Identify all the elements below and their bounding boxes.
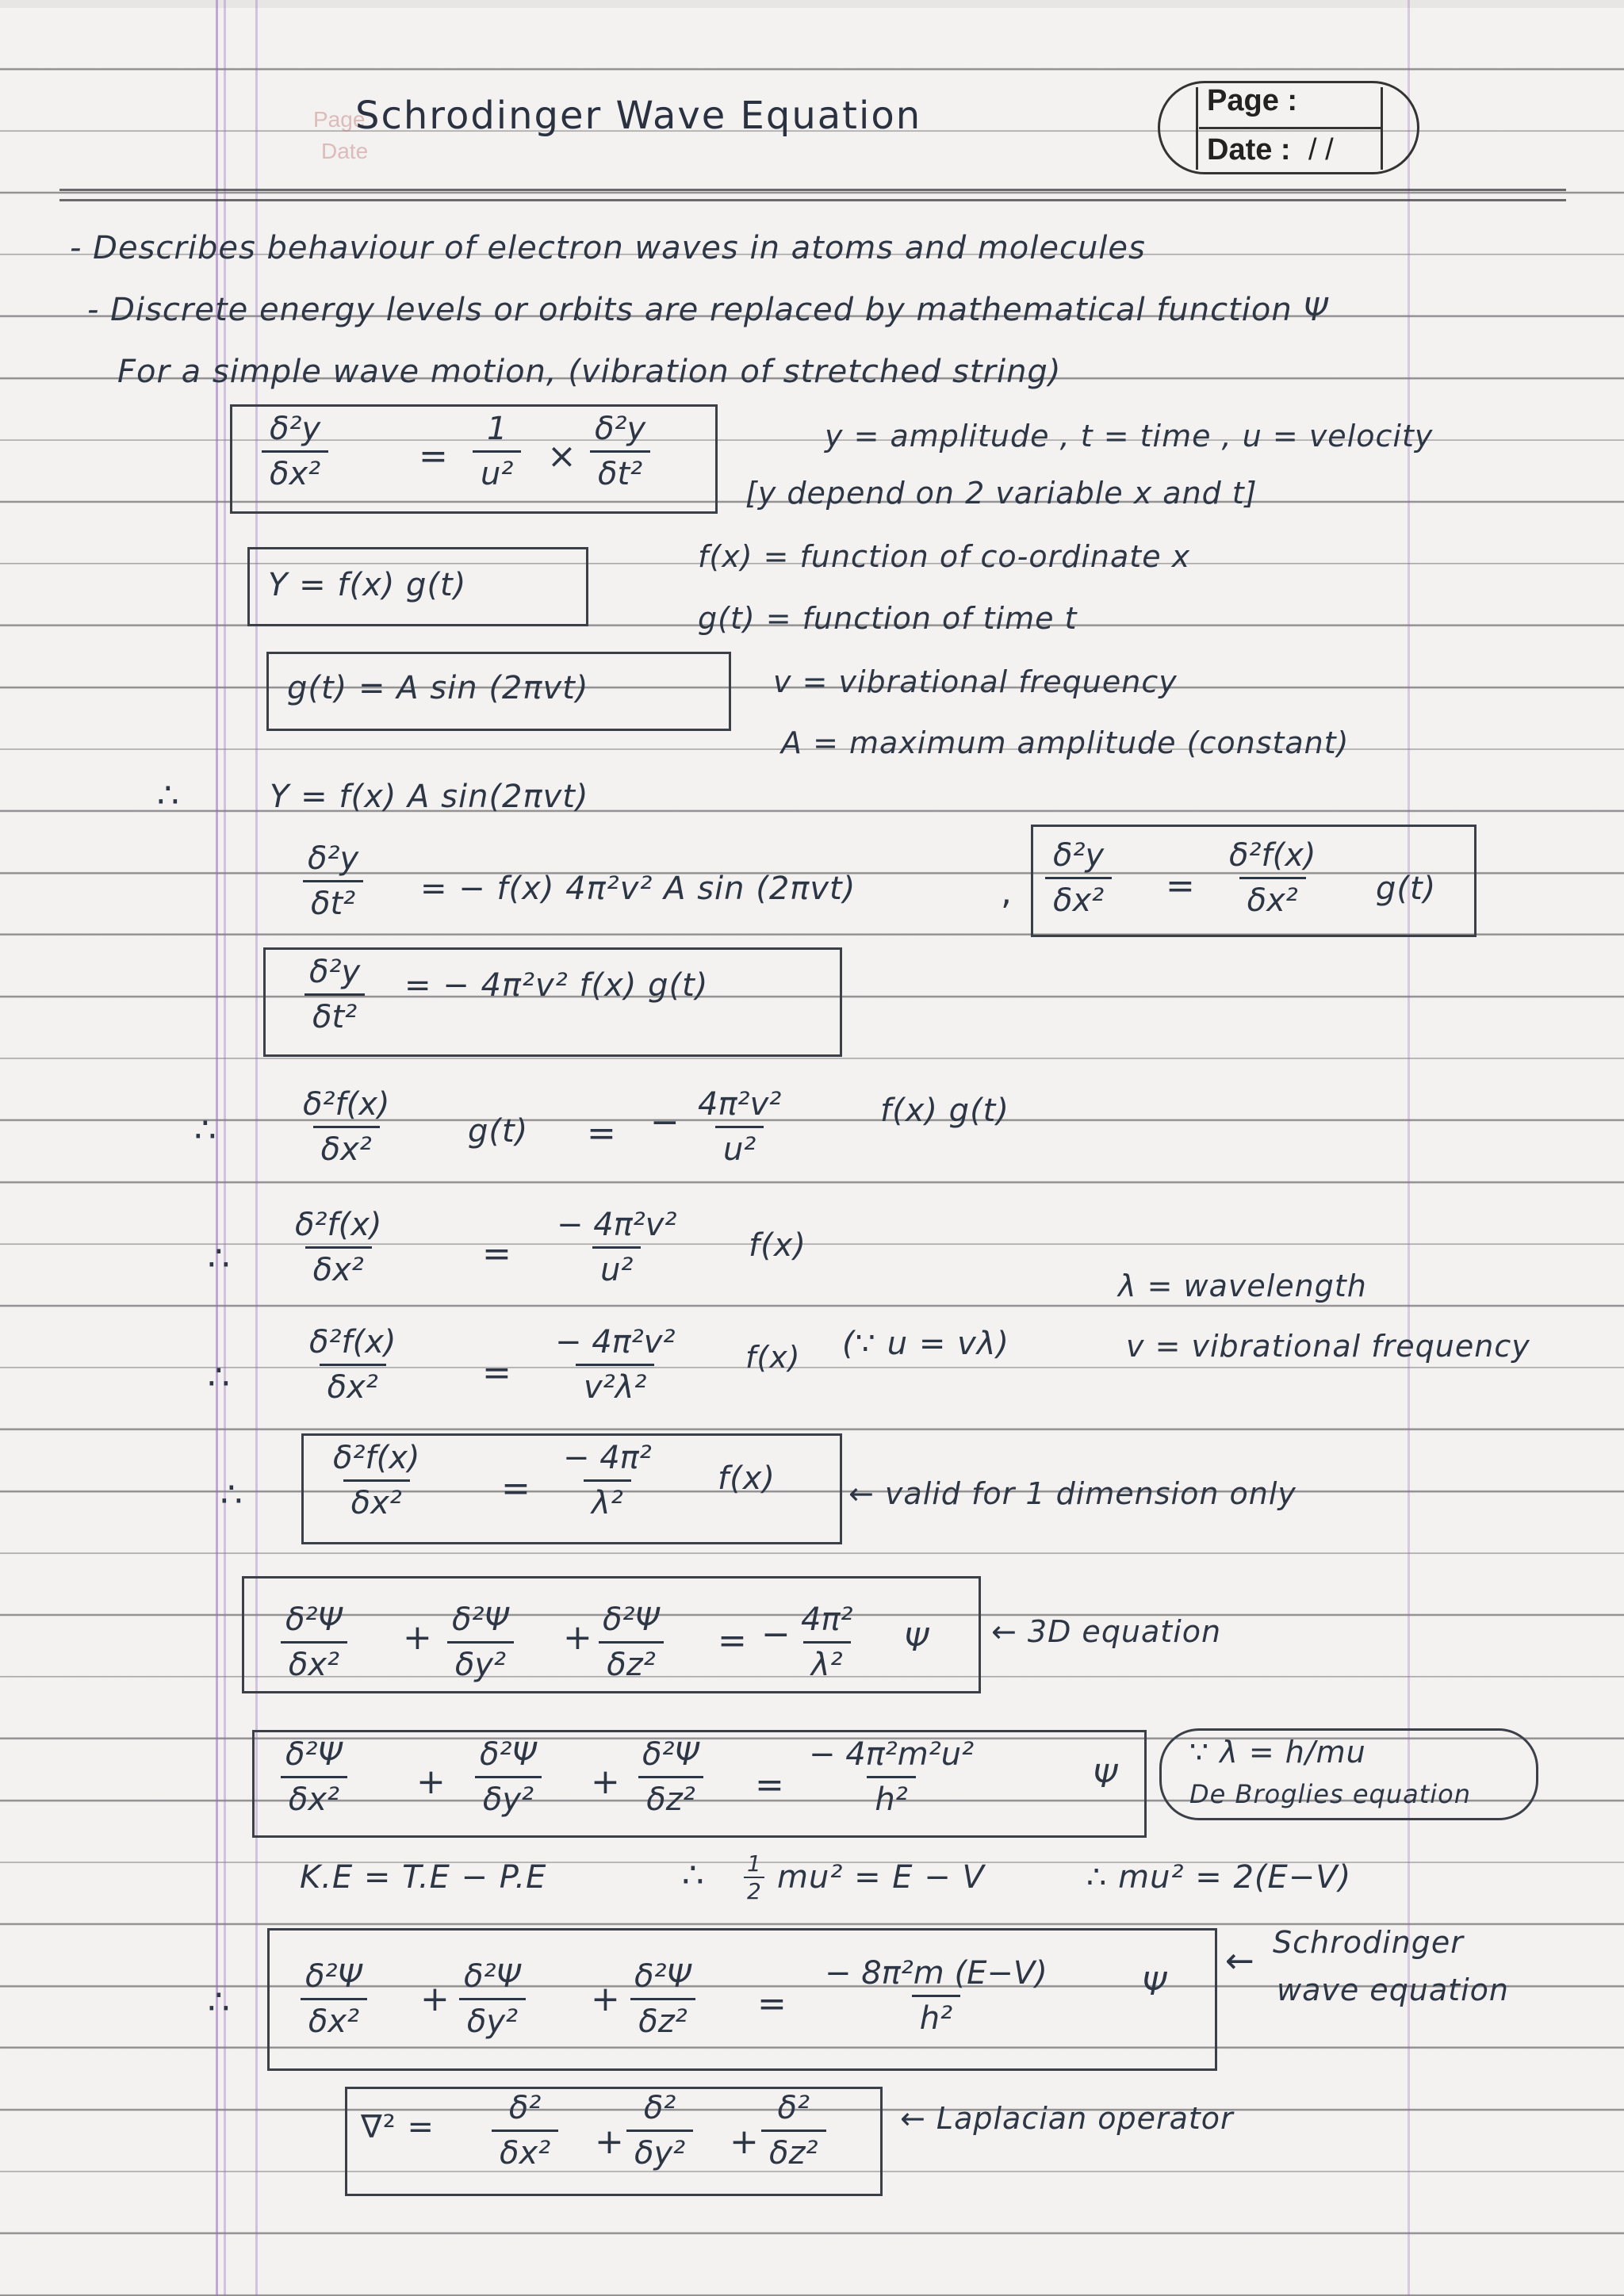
step6-num: δ²f(x) xyxy=(309,1324,396,1360)
eqdb-term2 xyxy=(472,1736,545,1818)
eq3d-t3-num: δ²Ψ xyxy=(603,1601,660,1638)
step2-rhs: = − f(x) 4π²v² A sin (2πvt) xyxy=(420,871,856,907)
step5-equals: = xyxy=(482,1234,511,1274)
step5-rhs-fraction xyxy=(549,1207,685,1288)
laplacian-plus-2: + xyxy=(730,2122,759,2162)
eq3-text: g(t) = A sin (2πvt) xyxy=(287,670,589,706)
note-nu: v = vibrational frequency xyxy=(773,664,1178,699)
laplacian-plus-1: + xyxy=(595,2122,624,2162)
step7-rhs-fraction xyxy=(555,1440,660,1521)
margin-line-left-3 xyxy=(255,0,258,2296)
eq3d-t1-num: δ²Ψ xyxy=(285,1601,343,1638)
ghost-page-print: Page xyxy=(313,107,366,132)
step7-rden: λ² xyxy=(584,1479,631,1521)
step4-tail: f(x) g(t) xyxy=(880,1093,1009,1129)
laplacian-t1-num: δ² xyxy=(508,2090,542,2126)
therefore-3: ∴ xyxy=(208,1238,230,1279)
eqsw-psi: Ψ xyxy=(1142,1966,1168,2003)
step2-side-rden: δx² xyxy=(1239,877,1306,919)
step4-rhs-fraction xyxy=(690,1086,789,1168)
therefore-4: ∴ xyxy=(208,1357,230,1398)
eq1-equals: = xyxy=(419,436,448,476)
step6-rhs-fraction xyxy=(547,1324,684,1406)
step2-comma: , xyxy=(1001,872,1012,913)
eqsw-term2 xyxy=(456,1958,529,2040)
step4-lhs-fraction xyxy=(295,1086,397,1168)
step6-rnum: − 4π²v² xyxy=(555,1324,676,1360)
page-title: Schrodinger Wave Equation xyxy=(355,94,922,138)
eq3d-plus-1: + xyxy=(403,1617,432,1658)
page-date-stamp xyxy=(1158,73,1419,184)
laplacian-t1-den: δx² xyxy=(492,2130,558,2172)
eqdb-t3-den: δz² xyxy=(638,1776,703,1818)
eqdb-rhs xyxy=(801,1736,982,1818)
energy-half-den: 2 xyxy=(744,1877,764,1904)
laplacian-t2-num: δ² xyxy=(643,2090,676,2126)
eq3d-note: ← 3D equation xyxy=(991,1614,1222,1649)
step4-minus: − xyxy=(650,1102,680,1142)
step2-side-num: δ²y xyxy=(1053,837,1105,874)
laplacian-t3-den: δz² xyxy=(761,2130,826,2172)
eqdb-t1-den: δx² xyxy=(281,1776,347,1818)
eqsw-t2-den: δy² xyxy=(459,1998,526,2040)
eqsw-t3-den: δz² xyxy=(630,1998,695,2040)
eq3d-t3-den: δz² xyxy=(599,1641,664,1683)
step2-side-equals: = xyxy=(1166,866,1195,906)
step4-equals: = xyxy=(587,1113,616,1154)
step5-den: δx² xyxy=(305,1246,372,1288)
energy-half xyxy=(744,1850,764,1904)
step4-rden: u² xyxy=(715,1126,764,1168)
step3-rhs: = − 4π²v² f(x) g(t) xyxy=(404,967,709,1004)
step7-equals: = xyxy=(501,1468,530,1509)
step7-marker: ∴ xyxy=(220,1475,243,1515)
step2-side-g: g(t) xyxy=(1376,871,1437,907)
eqdb-t2-num: δ²Ψ xyxy=(480,1736,537,1773)
eq3d-rhs xyxy=(793,1601,861,1683)
eqsw-t3-num: δ²Ψ xyxy=(634,1958,691,1995)
eqdb-equals: = xyxy=(755,1765,784,1805)
eqsw-term3 xyxy=(626,1958,699,2040)
eq3d-term3 xyxy=(595,1601,668,1683)
step6-tail: f(x) xyxy=(745,1340,801,1375)
intro-line-3: For a simple wave motion, (vibration of stretched string) xyxy=(117,354,1062,390)
step5-tail: f(x) xyxy=(749,1227,806,1264)
note-gt: g(t) = function of time t xyxy=(698,601,1078,636)
header-rule xyxy=(59,189,1566,201)
eq3d-r-den: λ² xyxy=(803,1641,851,1683)
eq1-rhs-den: δt² xyxy=(590,450,650,492)
intro-line-2: - Discrete energy levels or orbits are replaced by mathematical function Ψ xyxy=(87,292,1329,328)
step3-num: δ²y xyxy=(309,954,361,990)
schrodinger-arrow: ← xyxy=(1225,1941,1254,1981)
note-depend: [y depend on 2 variable x and t] xyxy=(745,476,1258,511)
therefore-2: ∴ xyxy=(194,1110,216,1150)
eq1-rhs-fraction xyxy=(587,411,653,492)
step6-lhs-fraction xyxy=(301,1324,404,1406)
debroglie-label: De Broglies equation xyxy=(1189,1779,1471,1809)
note-amplitude: A = maximum amplitude (constant) xyxy=(781,725,1350,760)
step4-g: g(t) xyxy=(468,1113,529,1150)
step3-fraction xyxy=(301,954,368,1035)
eqsw-t1-num: δ²Ψ xyxy=(305,1958,362,1995)
note-wavelength: λ = wavelength xyxy=(1118,1269,1367,1303)
eq3d-term2 xyxy=(444,1601,517,1683)
laplacian-term2 xyxy=(626,2090,693,2172)
eq1-coef-fraction xyxy=(473,411,521,492)
note-fx: f(x) = function of co-ordinate x xyxy=(698,539,1191,574)
date-label: Date : xyxy=(1207,133,1291,166)
step2-side-rhs xyxy=(1221,837,1323,919)
step5-rden: u² xyxy=(592,1246,641,1288)
step4-rnum: 4π²v² xyxy=(698,1086,782,1123)
eqdb-r-den: h² xyxy=(867,1776,915,1818)
energy-ke: K.E = T.E − P.E xyxy=(300,1859,547,1896)
intro-line-1: - Describes behaviour of electron waves in atoms and molecules xyxy=(70,230,1146,266)
laplacian-note: ← Laplacian operator xyxy=(900,2101,1234,2136)
eqdb-t3-num: δ²Ψ xyxy=(642,1736,699,1773)
eq1-coef-num: 1 xyxy=(486,411,508,447)
step1-text: Y = f(x) A sin(2πvt) xyxy=(270,779,589,815)
therefore-5: ∴ xyxy=(208,1982,230,2022)
step2-side-lhs xyxy=(1045,837,1112,919)
step6-since: (∵ u = vλ) xyxy=(842,1326,1010,1362)
eq3d-t1-den: δx² xyxy=(281,1641,347,1683)
note-variables: y = amplitude , t = time , u = velocity xyxy=(825,419,1434,453)
therefore-1: ∴ xyxy=(157,775,179,816)
step2-den: δt² xyxy=(303,880,363,922)
eqdb-term3 xyxy=(634,1736,707,1818)
laplacian-t3-num: δ² xyxy=(777,2090,810,2126)
step2-num: δ²y xyxy=(308,840,359,877)
step3-den: δt² xyxy=(304,993,365,1035)
page-label: Page : xyxy=(1207,84,1298,117)
eq1-coef-den: u² xyxy=(473,450,521,492)
eqsw-r-num: − 8π²m (E−V) xyxy=(825,1955,1048,1992)
margin-line-left-2 xyxy=(224,0,226,2296)
eq3d-plus-2: + xyxy=(563,1617,592,1658)
laplacian-term1 xyxy=(492,2090,558,2172)
eq3d-t2-den: δy² xyxy=(447,1641,514,1683)
eqsw-t1-den: δx² xyxy=(301,1998,367,2040)
step2-side-den: δx² xyxy=(1045,877,1112,919)
step7-rnum: − 4π² xyxy=(563,1440,652,1476)
eq3d-r-num: 4π² xyxy=(801,1601,853,1638)
eq1-rhs-num: δ²y xyxy=(595,411,646,447)
eq2-text: Y = f(x) g(t) xyxy=(268,567,467,603)
step7-tail: f(x) xyxy=(718,1460,776,1497)
eqsw-r-den: h² xyxy=(912,1995,960,2037)
eq3d-t2-num: δ²Ψ xyxy=(452,1601,509,1638)
schrodinger-label-1: Schrodinger xyxy=(1273,1925,1464,1960)
eqsw-t2-num: δ²Ψ xyxy=(464,1958,521,1995)
energy-therefore: ∴ xyxy=(682,1855,704,1896)
step5-rnum: − 4π²v² xyxy=(557,1207,677,1243)
eq1-lhs-num: δ²y xyxy=(270,411,321,447)
eqdb-plus-1: + xyxy=(416,1762,446,1802)
step2-lhs-fraction xyxy=(300,840,366,922)
eq3d-minus: − xyxy=(761,1614,791,1655)
eqsw-equals: = xyxy=(757,1984,787,2024)
page-top-edge xyxy=(0,0,1624,8)
debroglie-relation: ∵ λ = h/mu xyxy=(1189,1735,1366,1770)
eq3d-equals: = xyxy=(718,1621,747,1661)
eq3d-term1 xyxy=(278,1601,350,1683)
step7-num: δ²f(x) xyxy=(333,1440,420,1476)
laplacian-t2-den: δy² xyxy=(626,2130,693,2172)
laplacian-term3 xyxy=(761,2090,826,2172)
step6-den: δx² xyxy=(320,1364,386,1406)
schrodinger-label-2: wave equation xyxy=(1277,1973,1509,2007)
step5-num: δ²f(x) xyxy=(295,1207,382,1243)
laplacian-nabla: ∇² = xyxy=(361,2109,435,2145)
eqsw-plus-2: + xyxy=(591,1979,620,2019)
eq1-lhs-fraction xyxy=(262,411,328,492)
step6-equals: = xyxy=(482,1353,511,1393)
energy-mu: ∴ mu² = 2(E−V) xyxy=(1086,1859,1352,1896)
eqdb-t1-num: δ²Ψ xyxy=(285,1736,343,1773)
eqsw-term1 xyxy=(297,1958,370,2040)
step7-note: ← valid for 1 dimension only xyxy=(848,1476,1297,1511)
date-value: / / xyxy=(1308,133,1334,166)
eq3d-psi: Ψ xyxy=(904,1622,930,1659)
schrodinger-eq-box xyxy=(267,1928,1217,2071)
step4-den: δx² xyxy=(313,1126,380,1168)
step5-lhs-fraction xyxy=(287,1207,389,1288)
eqdb-psi: Ψ xyxy=(1093,1758,1119,1795)
stamp-divider xyxy=(1199,127,1381,129)
step7-den: δx² xyxy=(343,1479,410,1521)
eq1-times: × xyxy=(547,436,576,476)
eqdb-t2-den: δy² xyxy=(475,1776,542,1818)
step4-num: δ²f(x) xyxy=(303,1086,390,1123)
eqdb-r-num: − 4π²m²u² xyxy=(809,1736,975,1773)
step7-lhs-fraction xyxy=(325,1440,427,1521)
energy-half-num: 1 xyxy=(747,1850,761,1877)
note-vibrational-frequency: v = vibrational frequency xyxy=(1126,1329,1530,1364)
eqdb-plus-2: + xyxy=(591,1762,620,1802)
eqsw-plus-1: + xyxy=(420,1979,450,2019)
eq1-lhs-den: δx² xyxy=(262,450,328,492)
eqdb-term1 xyxy=(278,1736,350,1818)
energy-rest: mu² = E − V xyxy=(777,1859,985,1896)
ghost-date-print: Date xyxy=(321,139,369,163)
eqsw-rhs xyxy=(817,1955,1055,2037)
step6-rden: v²λ² xyxy=(576,1364,654,1406)
step2-side-rnum: δ²f(x) xyxy=(1229,837,1316,874)
